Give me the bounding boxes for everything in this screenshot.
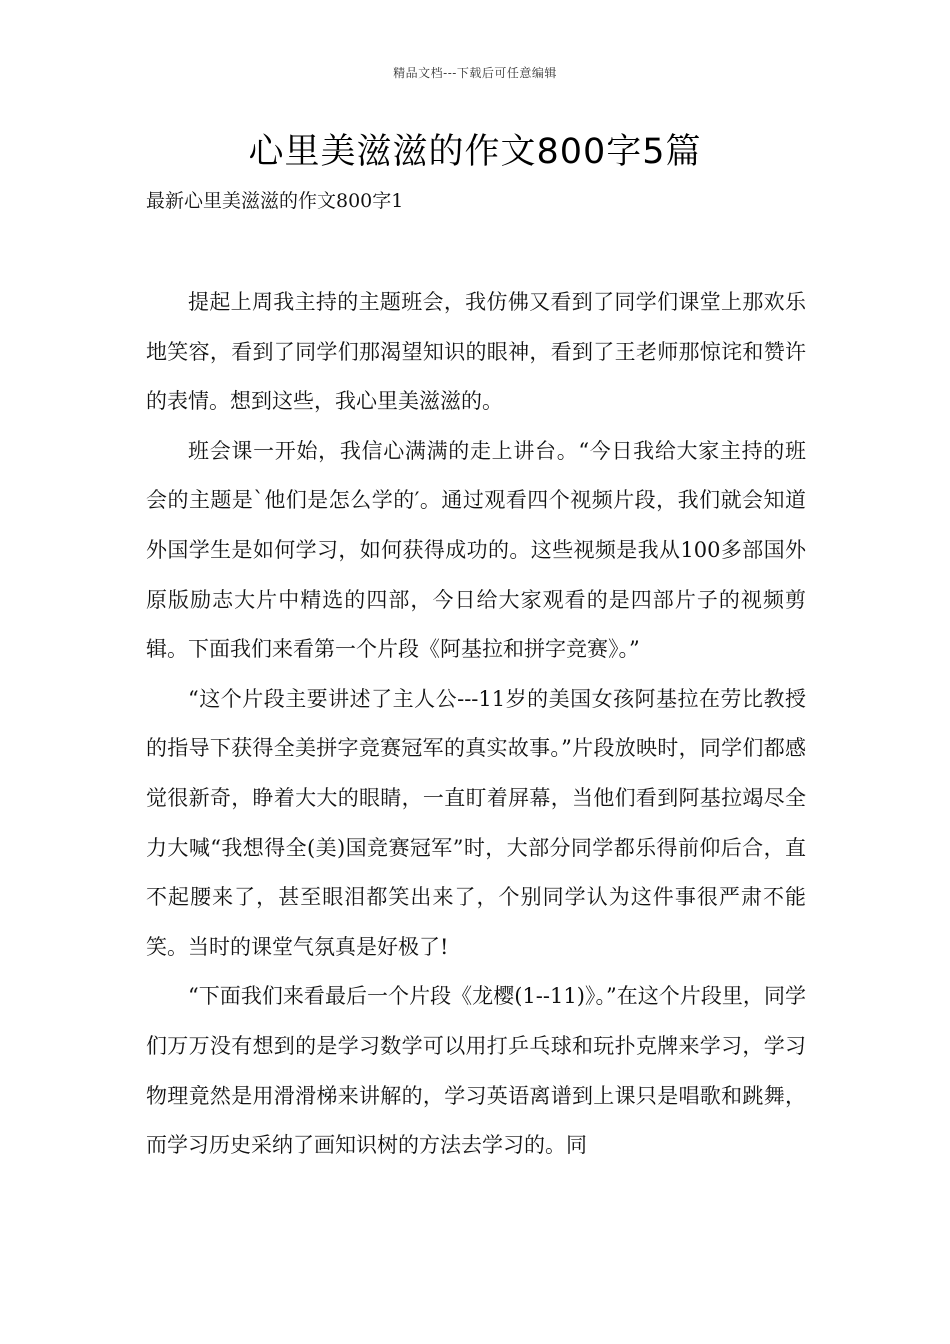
- paragraph: 班会课一开始，我信心满满的走上讲台。“今日我给大家主持的班会的主题是`他们是怎么学的′。通过观看四个视频片段，我们就会知道外国学生是如何学习，如何获得成功的。这些视频是我从100多部国外原版励志大片中精选的四部，今日给大家观看的是四部片子的视频剪辑。下面我们来看第一个片段《阿基拉和拼字竞赛》。”: [146, 438, 806, 662]
- paragraph: “这个片段主要讲述了主人公---11岁的美国女孩阿基拉在劳比教授的指导下获得全美拼字竞赛冠军的真实故事。”片段放映时，同学们都感觉很新奇，睁着大大的眼睛，一直盯着屏幕，当他们看到阿基拉竭尽全力大喊“我想得全(美)国竞赛冠军”时，大部分同学都乐得前仰后合，直不起腰来了，甚至眼泪都笑出来了，个别同学认为这件事很严肃不能笑。当时的课堂气氛真是好极了!: [146, 686, 806, 959]
- document-title: 心里美滋滋的作文800字5篇: [248, 132, 702, 172]
- paragraph: 提起上周我主持的主题班会，我仿佛又看到了同学们课堂上那欢乐地笑容，看到了同学们那渴望知识的眼神，看到了王老师那惊诧和赞许的表情。想到这些，我心里美滋滋的。: [146, 290, 806, 414]
- document-subheading: 最新心里美滋滋的作文800字1: [146, 190, 404, 212]
- paragraph: “下面我们来看最后一个片段《龙樱(1--11)》。”在这个片段里，同学们万万没有想到的是学习数学可以用打乒乓球和玩扑克牌来学习，学习物理竟然是用滑滑梯来讲解的，学习英语离谱到上课只是唱歌和跳舞，而学习历史采纳了画知识树的方法去学习的。同: [146, 984, 806, 1158]
- header-note: 精品文档---下载后可任意编辑: [393, 66, 557, 80]
- document-body: [146, 278, 806, 1171]
